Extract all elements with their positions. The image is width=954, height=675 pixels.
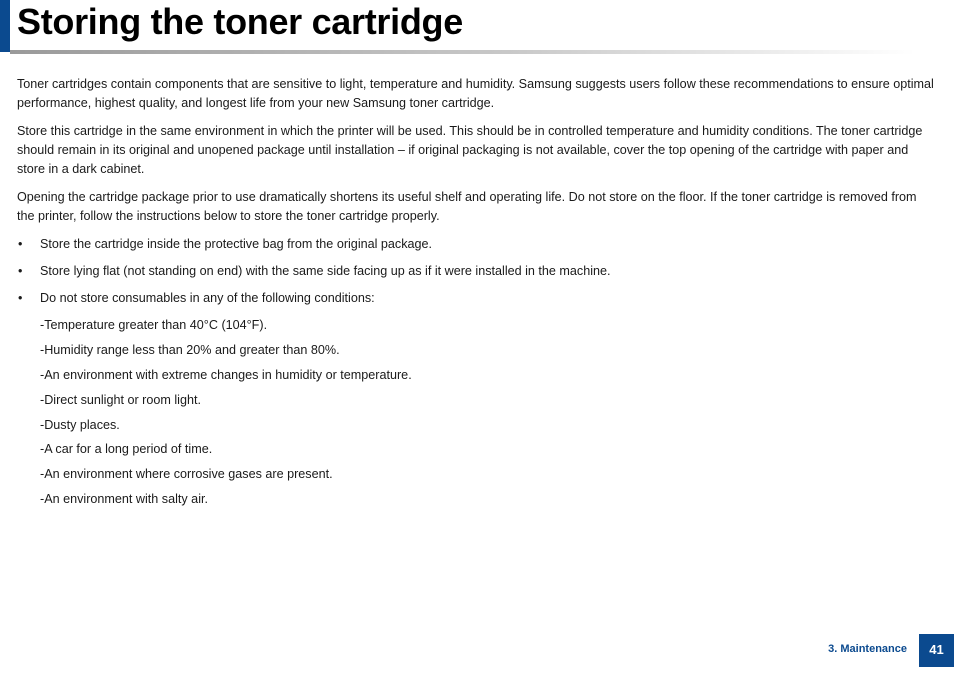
page-number-badge: 41 [919,634,954,667]
storage-instructions-list [17,235,937,308]
condition-item: -A car for a long period of time. [40,442,213,457]
chapter-label: 3. Maintenance [828,643,907,655]
intro-paragraph: Toner cartridges contain components that are sensitive to light, temperature and humidity. Samsung suggests users follow these recommendations to ensure optimal performance, highest quality, and longest life from your new Samsung toner cartridge. [17,77,934,110]
list-item [17,289,937,308]
title-accent-bar [0,0,10,52]
main-content [17,75,937,515]
bullet-icon: • [18,291,23,305]
condition-item: -Direct sunlight or room light. [40,392,201,407]
bullet-icon: • [18,264,23,278]
list-item-text: Store lying flat (not standing on end) with the same side facing up as if it were installed in the machine. [40,264,611,278]
condition-item: -Temperature greater than 40°C (104°F). [40,318,268,332]
title-divider [10,50,915,54]
condition-item: -An environment where corrosive gases are present. [40,467,333,482]
condition-item: -An environment with extreme changes in humidity or temperature. [40,367,412,382]
list-item [17,235,937,254]
list-item-text: Store the cartridge inside the protective bag from the original package. [40,237,433,251]
condition-item: -Humidity range less than 20% and greater than 80%. [40,342,340,357]
list-item-text: Do not store consumables in any of the following conditions: [40,291,375,305]
page-title: Storing the toner cartridge [17,1,463,42]
bullet-icon: • [18,237,23,251]
condition-item: -Dusty places. [40,417,120,432]
condition-item: -An environment with salty air. [40,492,208,507]
environment-paragraph: Store this cartridge in the same environment in which the printer will be used. This should be in controlled temperature and humidity conditions. The toner cartridge should remain in its original and unopened package until installation – if original packaging is not available, cover the top opening of the cartridge with paper and store in a dark cabinet. [17,124,923,176]
list-item [17,262,937,281]
shelf-life-paragraph: Opening the cartridge package prior to use dramatically shortens its useful shelf and operating life. Do not store on the floor. If the toner cartridge is removed from the printer, follow the instructions below to store the toner cartridge properly. [17,190,917,223]
storage-conditions-list [17,316,937,509]
